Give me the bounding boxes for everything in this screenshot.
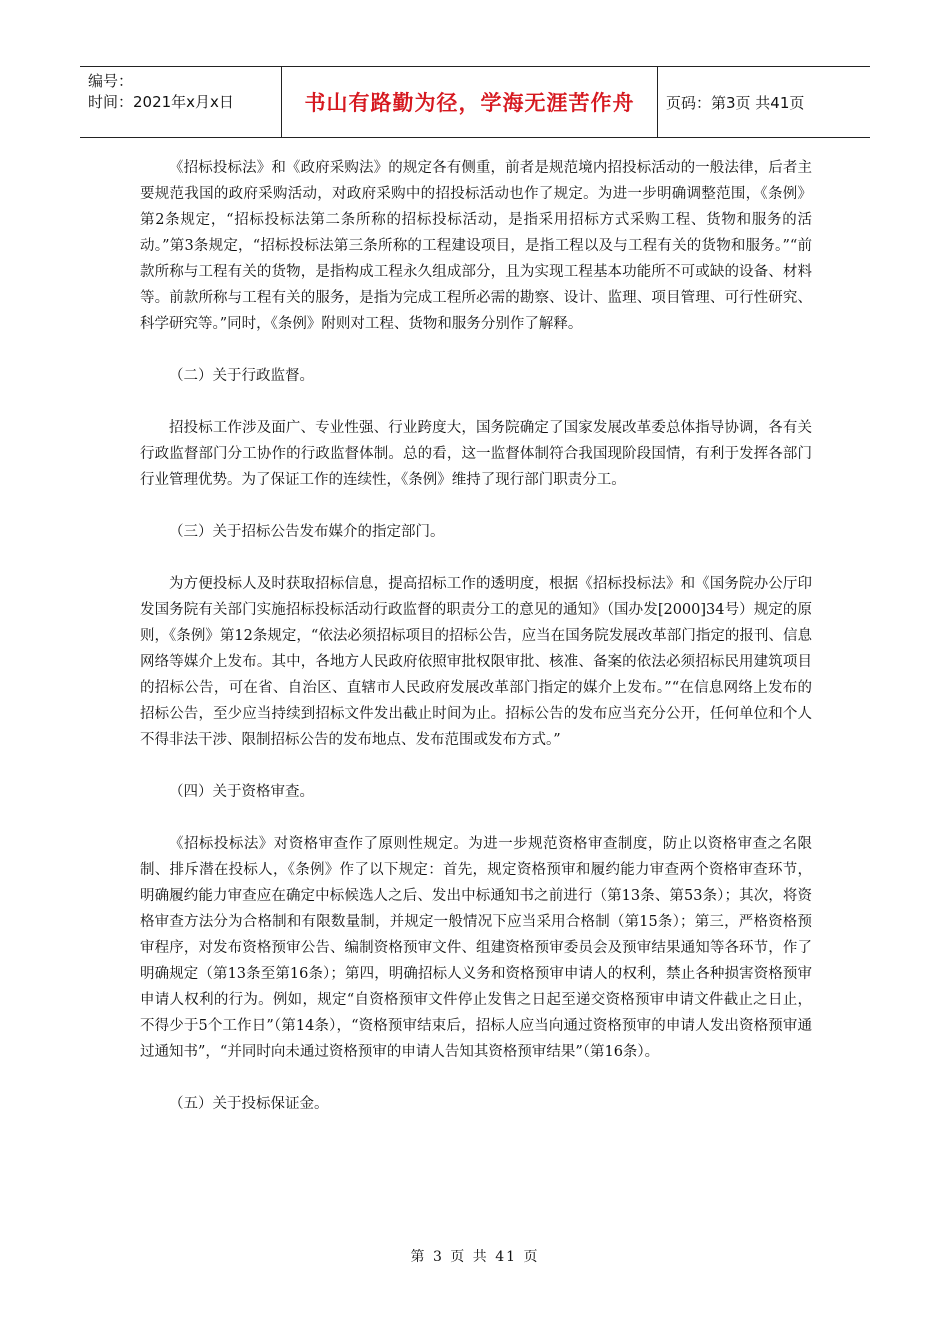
- section-heading: （三）关于招标公告发布媒介的指定部门。: [169, 524, 445, 540]
- page-footer: 第 3 页 共 41 页: [410, 1249, 540, 1265]
- paragraph: 《招标投标法》对资格审查作了原则性规定。为进一步规范资格审查制度，防止以资格审查之名限制、排斥潜在投标人，《条例》作了以下规定：首先，规定资格预审和履约能力审查两个资格审查环节，明确履约能力审查应在确定中标候选人之后、发出中标通知书之前进行（第13条、第53条）；其次，将资格审查方法分为合格制和有限数量制，并规定一般情况下应当采用合格制（第15条）；第三，严格资格预审程序，对发布资格预审公告、编制资格预审文件、组建资格预审委员会及预审结果通知等各环节，作了明确规定（第13条至第16条）；第四，明确招标人义务和资格预审申请人的权利，禁止各种损害资格预审申请人权利的行为。例如，规定“自资格预审文件停止发售之日起至递交资格预审申请文件截止之日止，不得少于5个工作日”（第14条），“资格预审结束后，招标人应当向通过资格预审的申请人发出资格预审通过通知书”，“并同时向未通过资格预审的申请人告知其资格预审结果”（第16条）。: [140, 836, 812, 1060]
- page-info: 页码：第3页 共41页: [666, 93, 805, 112]
- date-label: 时间：2021年x月x日: [88, 93, 234, 111]
- page-header: [80, 66, 870, 138]
- document-body: [140, 155, 812, 1117]
- section-heading: （五）关于投标保证金。: [169, 1096, 329, 1112]
- paragraph: 《招标投标法》和《政府采购法》的规定各有侧重，前者是规范境内招投标活动的一般法律，后者主要规范我国的政府采购活动，对政府采购中的招投标活动也作了规定。为进一步明确调整范围，《条例》第2条规定，“招标投标法第二条所称的招标投标活动，是指采用招标方式采购工程、货物和服务的活动。”第3条规定，“招标投标法第三条所称的工程建设项目，是指工程以及与工程有关的货物和服务。”“前款所称与工程有关的货物，是指构成工程永久组成部分，且为实现工程基本功能所不可或缺的设备、材料等。前款所称与工程有关的服务，是指为完成工程所必需的勘察、设计、监理、项目管理、可行性研究、科学研究等。”同时，《条例》附则对工程、货物和服务分别作了解释。: [140, 160, 812, 332]
- number-label: 编号：: [88, 72, 134, 90]
- paragraph: 为方便投标人及时获取招标信息，提高招标工作的透明度，根据《招标投标法》和《国务院办公厅印发国务院有关部门实施招标投标活动行政监督的职责分工的意见的通知》（国办发[2000]34号）规定的原则，《条例》第12条规定，“依法必须招标项目的招标公告，应当在国务院发展改革部门指定的报刊、信息网络等媒介上发布。其中，各地方人民政府依照审批权限审批、核准、备案的依法必须招标民用建筑项目的招标公告，可在省、自治区、直辖市人民政府发展改革部门指定的媒介上发布。”“在信息网络上发布的招标公告，至少应当持续到招标文件发出截止时间为止。招标公告的发布应当充分公开，任何单位和个人不得非法干涉、限制招标公告的发布地点、发布范围或发布方式。”: [140, 576, 812, 748]
- paragraph: 招投标工作涉及面广、专业性强、行业跨度大，国务院确定了国家发展改革委总体指导协调，各有关行政监督部门分工协作的行政监督体制。总的看，这一监督体制符合我国现阶段国情，有利于发挥各部门行业管理优势。为了保证工作的连续性，《条例》维持了现行部门职责分工。: [140, 420, 812, 488]
- section-heading: （二）关于行政监督。: [169, 368, 314, 384]
- motto: 书山有路勤为径，学海无涯苦作舟: [282, 67, 658, 137]
- header-meta: [80, 67, 282, 137]
- section-heading: （四）关于资格审查。: [169, 784, 314, 800]
